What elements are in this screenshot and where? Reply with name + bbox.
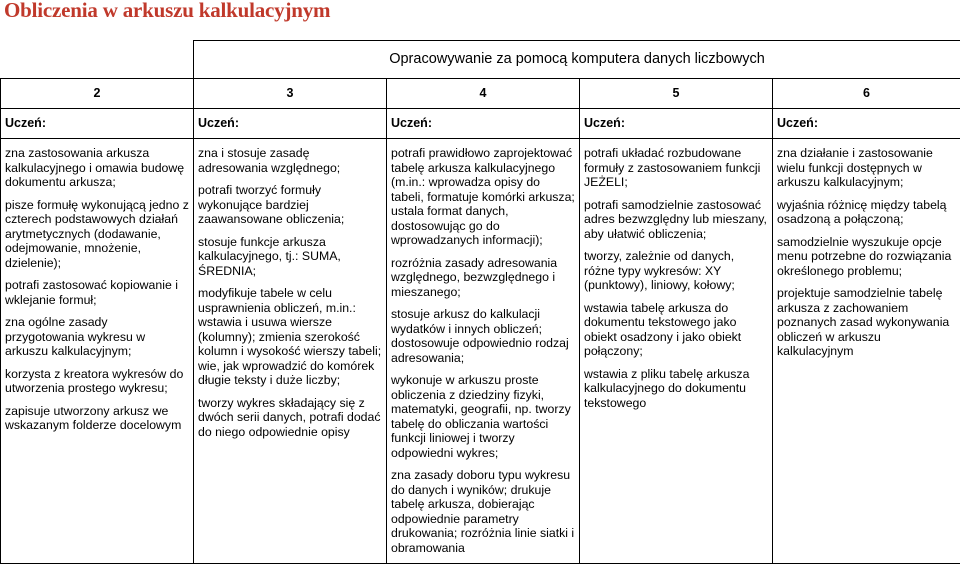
requirement-item: wstawia z pliku tabelę arkusza kalkulacyjnego do dokumentu tekstowego — [584, 367, 768, 411]
requirement-item: potrafi prawidłowo zaprojektować tabelę arkusza kalkulacyjnego (m.in.: wprowadza opisy do tabeli, formatuje komórki arkusza; ustala format danych, dostosowując go do wprowadzanych informacji); — [391, 146, 575, 248]
requirement-item: zna działanie i zastosowanie wielu funkcji dostępnych w arkuszu kalkulacyjnym; — [777, 146, 956, 190]
requirement-item: zna ogólne zasady przygotowania wykresu w arkuszu kalkulacyjnym; — [5, 315, 189, 359]
requirement-item: wstawia tabelę arkusza do dokumentu tekstowego jako obiekt osadzony i jako obiekt połączony; — [584, 301, 768, 359]
requirement-item: potrafi układać rozbudowane formuły z zastosowaniem funkcji JEŻELI; — [584, 146, 768, 190]
grade-3-requirements — [194, 139, 387, 564]
column-header: Uczeń: — [194, 109, 387, 139]
requirement-item: wyjaśnia różnicę między tabelą osadzoną a połączoną; — [777, 198, 956, 227]
requirement-item: stosuje arkusz do kalkulacji wydatków i innych obliczeń; dostosowuje odpowiednio rodzaj adresowania; — [391, 307, 575, 365]
page-title: Obliczenia w arkuszu kalkulacyjnym — [4, 0, 330, 23]
requirement-item: zna zasady doboru typu wykresu do danych i wyników; drukuje tabelę arkusza, dobierając odpowiednie parametry drukowania; rozróżnia linie siatki i obramowania — [391, 468, 575, 555]
subtitle-row — [1, 41, 960, 79]
requirement-item: stosuje funkcje arkusza kalkulacyjnego, tj.: SUMA, ŚREDNIA; — [198, 235, 382, 279]
grade-number-6: 6 — [773, 79, 960, 109]
grade-number-2: 2 — [1, 79, 194, 109]
grade-number-5: 5 — [580, 79, 773, 109]
grade-6-requirements — [773, 139, 960, 564]
requirement-item: pisze formułę wykonującą jedno z czterech podstawowych działań arytmetycznych (dodawanie, odejmowanie, mnożenie, dzielenie); — [5, 198, 189, 271]
requirement-item: tworzy wykres składający się z dwóch serii danych, potrafi dodać do niego odpowiednie opisy — [198, 396, 382, 440]
grade-5-requirements — [580, 139, 773, 564]
empty-cell — [1, 41, 194, 79]
column-header: Uczeń: — [580, 109, 773, 139]
column-header: Uczeń: — [1, 109, 194, 139]
student-header-row — [1, 109, 960, 139]
requirement-item: korzysta z kreatora wykresów do utworzenia prostego wykresu; — [5, 367, 189, 396]
requirements-row — [1, 139, 960, 564]
grade-2-requirements — [1, 139, 194, 564]
requirement-item: modyfikuje tabele w celu usprawnienia obliczeń, m.in.: wstawia i usuwa wiersze (kolumny); zmienia szerokość kolumn i wysokość wierszy tabeli; wie, jak wprowadzić do komórek długie teksty i duże liczby; — [198, 286, 382, 388]
subtitle: Opracowywanie za pomocą komputera danych liczbowych — [194, 41, 960, 79]
requirements-table — [0, 40, 960, 564]
requirement-item: zna i stosuje zasadę adresowania względnego; — [198, 146, 382, 175]
grade-number-3: 3 — [194, 79, 387, 109]
column-header: Uczeń: — [387, 109, 580, 139]
requirement-item: zna zastosowania arkusza kalkulacyjnego i omawia budowę dokumentu arkusza; — [5, 146, 189, 190]
grade-4-requirements — [387, 139, 580, 564]
requirement-item: rozróżnia zasady adresowania względnego, bezwzględnego i mieszanego; — [391, 256, 575, 300]
requirement-item: projektuje samodzielnie tabelę arkusza z zachowaniem poznanych zasad wykonywania obliczeń w arkuszu kalkulacyjnym — [777, 286, 956, 359]
grade-row — [1, 79, 960, 109]
grade-number-4: 4 — [387, 79, 580, 109]
requirement-item: wykonuje w arkuszu proste obliczenia z dziedziny fizyki, matematyki, geografii, np. tworzy tabelę do obliczania wartości funkcji liniowej i tworzy odpowiedni wykres; — [391, 373, 575, 460]
requirement-item: tworzy, zależnie od danych, różne typy wykresów: XY (punktowy), liniowy, kołowy; — [584, 249, 768, 293]
requirement-item: potrafi samodzielnie zastosować adres bezwzględny lub mieszany, aby ułatwić obliczenia; — [584, 198, 768, 242]
requirement-item: potrafi tworzyć formuły wykonujące bardziej zaawansowane obliczenia; — [198, 183, 382, 227]
requirement-item: potrafi zastosować kopiowanie i wklejanie formuł; — [5, 278, 189, 307]
requirement-item: zapisuje utworzony arkusz we wskazanym folderze docelowym — [5, 404, 189, 433]
requirement-item: samodzielnie wyszukuje opcje menu potrzebne do rozwiązania określonego problemu; — [777, 235, 956, 279]
column-header: Uczeń: — [773, 109, 960, 139]
